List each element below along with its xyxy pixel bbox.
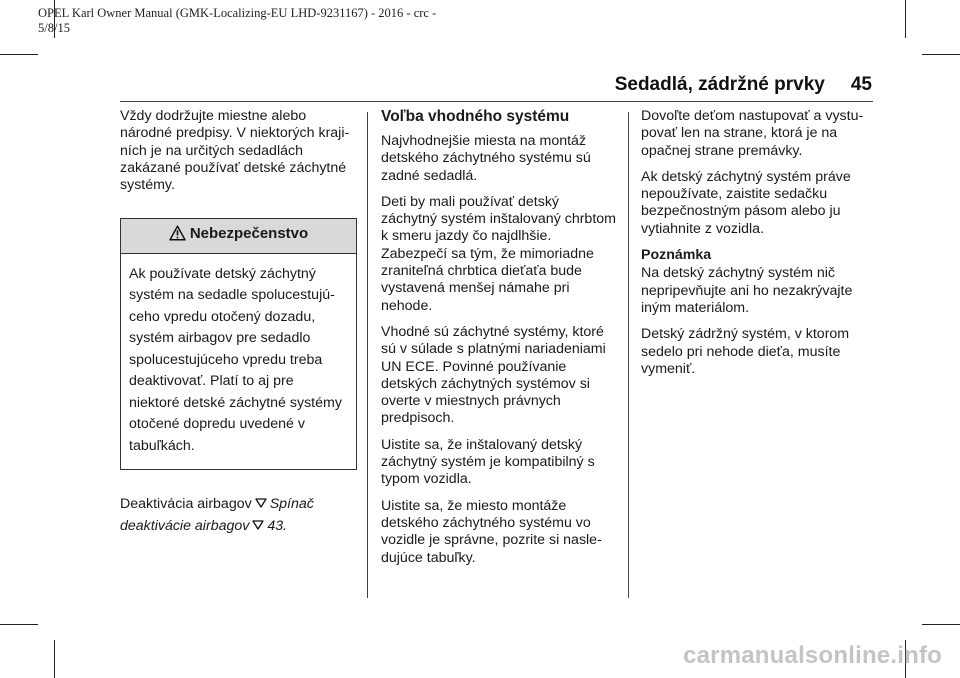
crop-mark: [54, 640, 55, 678]
warning-triangle-icon: [169, 225, 186, 245]
reference-arrow-icon: [252, 517, 264, 538]
xref-link[interactable]: Spínač deaktivácie airbagov: [120, 496, 314, 535]
crop-mark: [905, 0, 906, 38]
column-3: [641, 108, 876, 387]
document-meta-date: 5/8/15: [38, 21, 70, 35]
crop-mark: [0, 54, 38, 55]
danger-title-text: Nebezpečenstvo: [189, 225, 309, 243]
header-divider: [120, 101, 873, 102]
watermark: carmanualsonline.info: [683, 642, 942, 669]
note-heading: Poznámka: [641, 247, 712, 264]
document-meta-line: OPEL Karl Owner Manual (GMK-Localizing-EU LHD-9231167) - 2016 - crc -: [38, 6, 437, 20]
paragraph: Uistite sa, že miesto montáže detského záchytného systému vo vozidle je správne, pozrite si nasle-dujúce tabuľky.: [381, 497, 602, 566]
section-heading: Voľba vhodného systému: [381, 108, 570, 125]
note-body: Na detský záchytný systém nič nepripevňujte ani ho nezakrývajte iným materiálom.: [641, 265, 853, 316]
crop-mark: [0, 624, 38, 625]
xref-page[interactable]: 43.: [267, 518, 288, 535]
paragraph: Najvhodnejšie miesta na montáž detského záchytného systému sú zadné sedadlá.: [381, 133, 591, 184]
section-title: Sedadlá, zádržné prvky: [614, 74, 825, 95]
column-divider: [628, 112, 629, 598]
paragraph: Dovoľte deťom nastupovať a vystu-povať len na strane, ktorá je na opačnej strane premávky.: [641, 108, 864, 159]
paragraph: Ak detský záchytný systém práve nepoužívate, zaistite sedačku bezpečnostným pásom alebo ju vytiahnite z vozidla.: [641, 168, 851, 237]
intro-paragraph: Vždy dodržujte miestne alebo národné predpisy. V niektorých kraji-ních je na určitých sedadlách zakázané používať detské záchytné systémy.: [120, 108, 350, 194]
page-number: 45: [850, 74, 872, 95]
danger-box: [120, 218, 357, 470]
paragraph: Detský zádržný systém, v ktorom sedelo pri nehode dieťa, musíte vymeniť.: [641, 326, 850, 377]
danger-body: Ak používate detský záchytný systém na sedadle spolucestujú-ceho vpredu otočený dozadu, systém airbagov pre sedadlo spolucestujúceho vpredu treba deaktivovať. Platí to aj pre niektoré detské záchytné systémy otočené dopredu uvedené v tabuľkách.: [129, 265, 342, 454]
paragraph: Vhodné sú záchytné systémy, ktoré sú v súlade s platnými nariadeniami UN ECE. Povinné používanie detských záchytných systémov si overte v miestnych právnych predpisoch.: [381, 323, 606, 427]
crop-mark: [922, 54, 960, 55]
document-meta: [38, 6, 508, 36]
airbag-cross-reference: [120, 494, 357, 538]
column-2: [381, 108, 616, 576]
paragraph: Deti by mali používať detský záchytný systém inštalovaný chrbtom k smeru jazdy čo najdlhšie. Zabezpečí sa tým, že mimoriadne zraniteľná chrbtica dieťaťa bude vystavená menšej námahe pri nehode.: [381, 193, 616, 314]
paragraph: Uistite sa, že inštalovaný detský záchytný systém je kompatibilný s typom vozidla.: [381, 436, 595, 488]
reference-arrow-icon: [255, 495, 267, 516]
xref-text: Deaktivácia airbagov: [120, 496, 252, 513]
danger-title: [121, 219, 356, 253]
page-header: [615, 74, 872, 96]
column-divider: [367, 112, 368, 598]
column-1: [120, 108, 357, 547]
crop-mark: [922, 624, 960, 625]
